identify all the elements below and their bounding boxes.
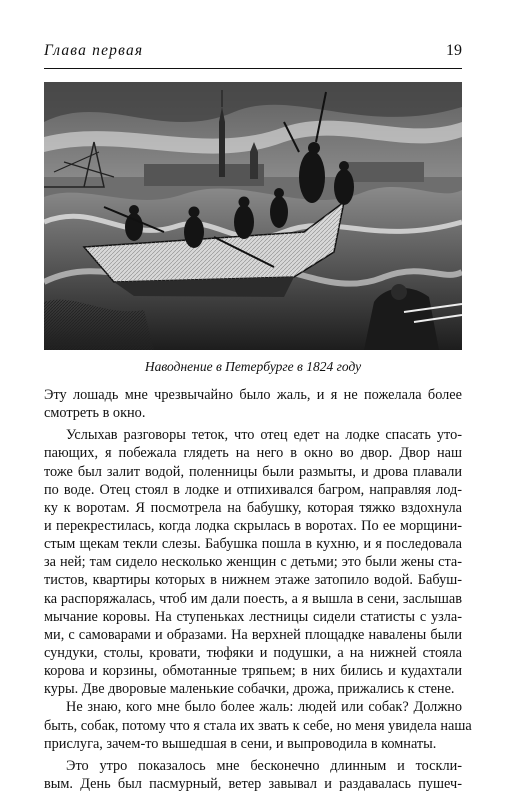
flood-engraving — [44, 82, 462, 350]
text-line: мычание коровы. На ступеньках лестницы сидели статисты с узла- — [44, 608, 462, 625]
text-line: ми, с самоварами и образами. На верхней площадке навалены были — [44, 626, 462, 643]
text-line: куры. Две дворовые маленькие собачки, дрожа, прижались к стене. — [44, 681, 455, 698]
text-line: корова и корзины, обмотанные тряпьем; в них бились и кудахтали — [44, 663, 462, 680]
text-line: Услыхав разговоры теток, что отец едет на лодке спасать уто- — [66, 427, 462, 444]
illustration-caption: Наводнение в Петербурге в 1824 году — [144, 359, 362, 374]
paragraph — [44, 757, 462, 793]
text-line: тоже был залит водой, поленницы были размыты, и дрова плавали — [44, 463, 462, 480]
text-line: Это утро показалось мне бесконечно длинным и тоскли- — [66, 757, 462, 774]
text-line: смотреть в окно. — [44, 405, 146, 422]
text-line: Эту лошадь мне чрезвычайно было жаль, и я не пожелала более — [44, 387, 462, 403]
text-line: сундуки, столы, кровати, тюфяки и подушки, а на нижней стояла — [44, 644, 462, 661]
text-line: и перекрестилась, когда лодка скрылась в воротах. По ее морщини- — [44, 517, 462, 534]
paragraph — [44, 698, 472, 752]
text-line: ка распоряжалась, чтоб им дали поесть, а я вышла в сени, заслышав — [44, 590, 462, 607]
chapter-title: Глава первая — [44, 42, 144, 59]
text-line: ку к воротам. Я посмотрела на бабушку, которая тяжко вздохнула — [44, 499, 462, 516]
text-line: вым. День был пасмурный, ветер завывал и раздавалась пушеч- — [44, 775, 462, 792]
text-line: пающих, я побежала глядеть на него в окно во двор. Двор наш — [44, 445, 462, 462]
text-line: прислуга, зачем-то вышедшая в сени, и выпроводила в комнаты. — [44, 735, 437, 752]
paragraph — [44, 386, 462, 422]
engraving-art — [44, 82, 462, 350]
text-line: по воде. Отец стоял в лодке и отпихивался багром, направляя лод- — [44, 481, 462, 498]
paragraph — [44, 426, 462, 698]
body-text — [44, 386, 472, 793]
text-line: за ней; там сидело несколько женщин с детьми; это были жены ста- — [44, 554, 462, 571]
text-line: быть, собак, потому что я стала их звать к себе, но меня увидела наша — [44, 717, 472, 734]
text-line: стым щекам текли слезы. Бабушка пошла в кухню, и я последовала — [44, 536, 462, 553]
text-line: тистов, квартиры которых в нижнем этаже затопило водой. Бабуш- — [44, 572, 462, 589]
running-header — [44, 42, 462, 64]
text-line: Не знаю, кого мне было более жаль: людей или собак? Должно — [66, 699, 462, 716]
page-number: 19 — [446, 42, 462, 59]
header-rule — [44, 68, 462, 69]
